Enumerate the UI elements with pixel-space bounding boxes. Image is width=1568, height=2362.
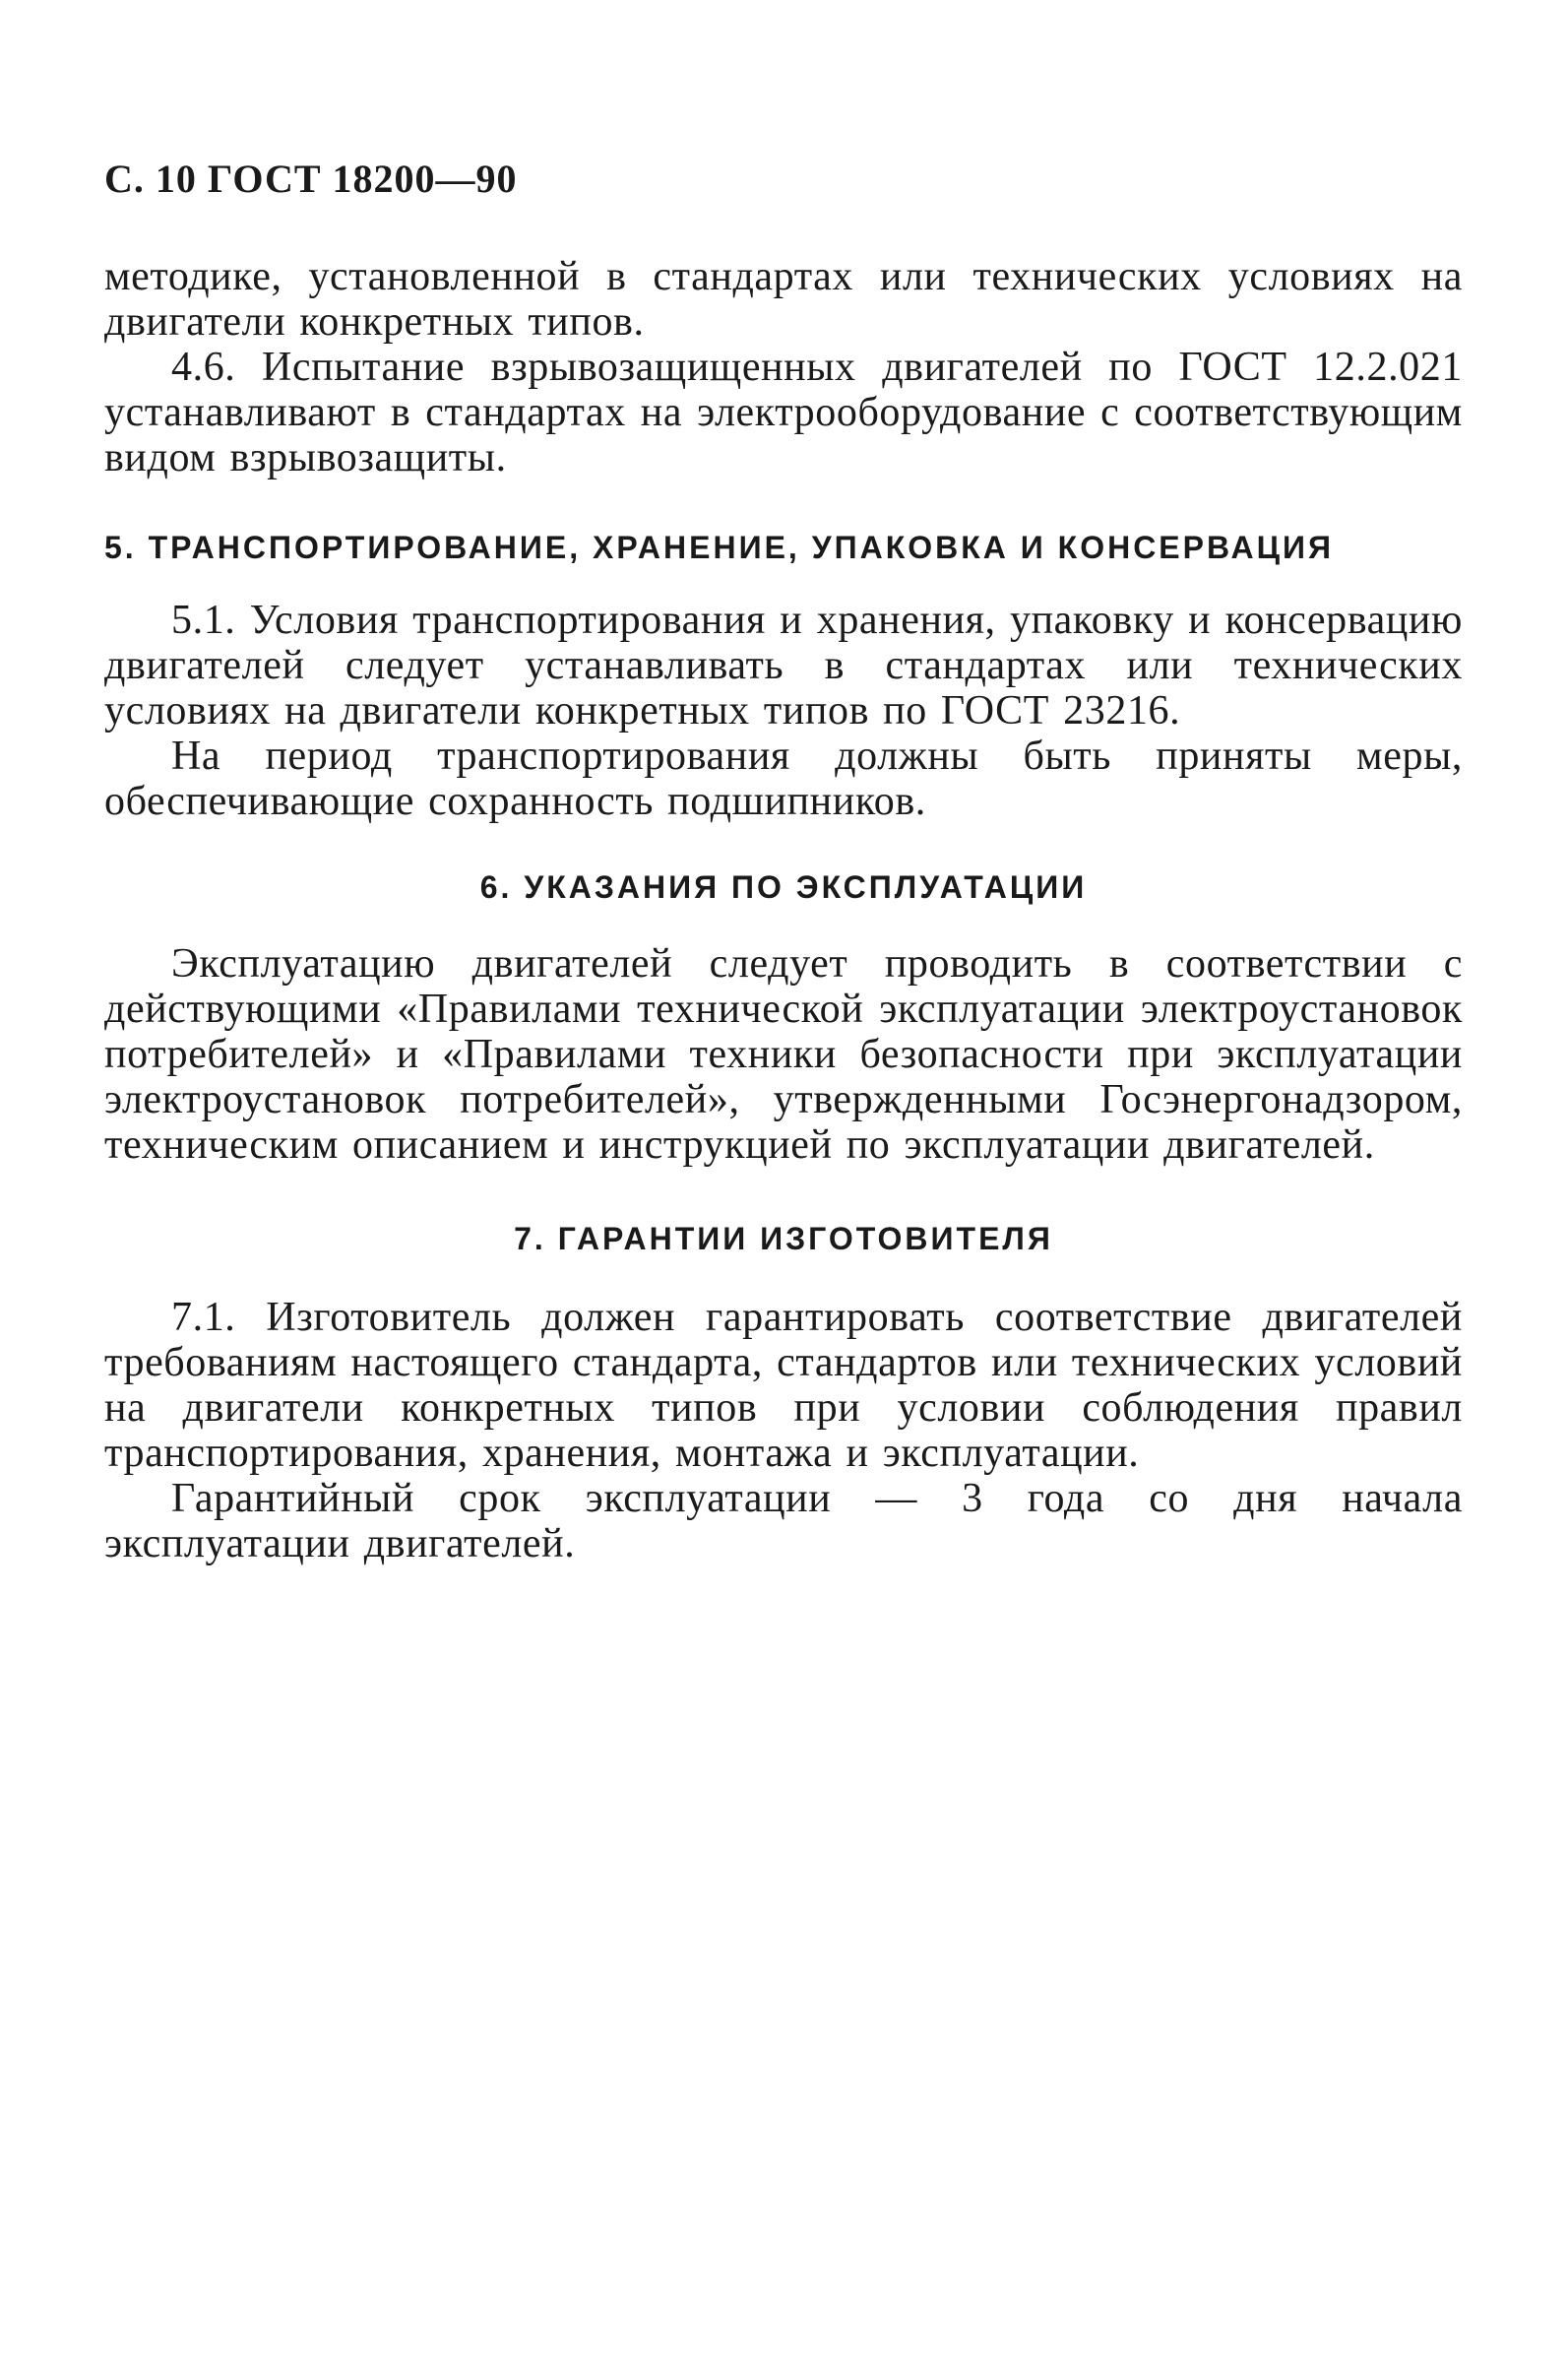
document-body [104,254,1463,1566]
paragraph-5-1: 5.1. Условия транспортирования и хранения, упаковку и консервацию двигателей следует устанавливать в стандартах или технических условиях на двигатели конкретных типов по ГОСТ 23216. [104,598,1463,734]
paragraph-7-1: 7.1. Изготовитель должен гарантировать соответствие двигателей требованиям настоящего стандарта, стандартов или технических условий на двигатели конкретных типов при условии соблюдения правил транспортирования, хранения, монтажа и эксплуатации. [104,1295,1463,1476]
paragraph-4-6: 4.6. Испытание взрывозащищенных двигателей по ГОСТ 12.2.021 устанавливают в стандартах на электрооборудование с соответствующим видом взрывозащиты. [104,345,1463,480]
section-6-title: 6. УКАЗАНИЯ ПО ЭКСПЛУАТАЦИИ [479,869,1088,905]
section-5-title: 5. ТРАНСПОРТИРОВАНИЕ, ХРАНЕНИЕ, УПАКОВКА И КОНСЕРВАЦИЯ [104,530,1334,565]
paragraph-7-warranty: Гарантийный срок эксплуатации — 3 года со дня начала эксплуатации двигателей. [104,1476,1463,1566]
paragraph-continuation: методике, установленной в стандартах или технических условиях на двигатели конкретных типов. [104,254,1463,345]
section-7-title: 7. ГАРАНТИИ ИЗГОТОВИТЕЛЯ [514,1221,1053,1256]
paragraph-6-operation: Эксплуатацию двигателей следует проводить в соответствии с действующими «Правилами технической эксплуатации электроустановок потребителей» и «Правилами техники безопасности при эксплуатации электроустановок потребителей», утвержденными Госэнергонадзором, техническим описанием и инструкцией по эксплуатации двигателей. [104,941,1463,1168]
page-header: С. 10 ГОСТ 18200—90 [104,157,518,201]
paragraph-5-1-transport: На период транспортирования должны быть приняты меры, обеспечивающие сохранность подшипников. [104,734,1463,824]
